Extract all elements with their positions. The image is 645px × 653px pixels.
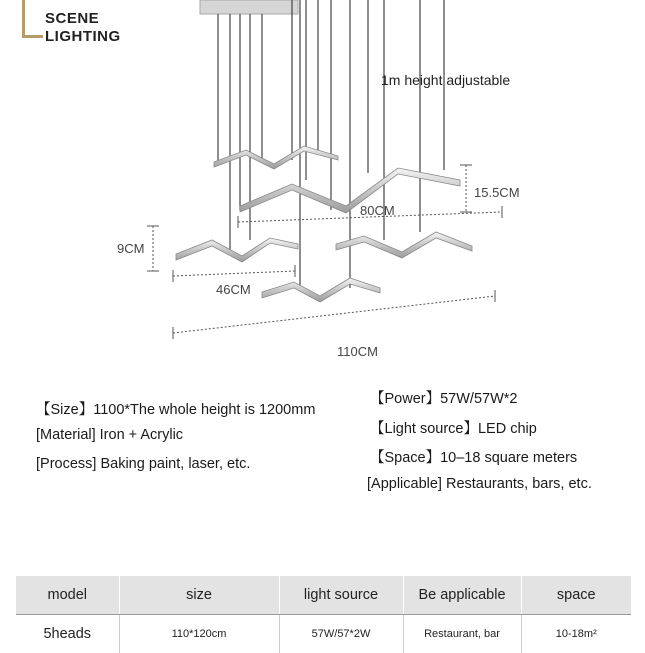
- table-row: [16, 615, 631, 653]
- spec-power: 【Power】57W/57W*2: [370, 387, 517, 408]
- header-applicable: Be applicable: [403, 576, 521, 615]
- light-band-5: [262, 278, 380, 302]
- dim-label-height-right: 15.5CM: [474, 185, 520, 200]
- ceiling-canopy: [200, 0, 298, 14]
- logo-line-1: SCENE: [45, 10, 121, 28]
- cell-model: 5heads: [16, 615, 119, 653]
- dim-line-width-total: [173, 296, 495, 333]
- spec-light-source: 【Light source】LED chip: [370, 417, 537, 438]
- spec-process: [Process] Baking paint, laser, etc.: [36, 456, 250, 472]
- header-model: model: [16, 576, 119, 615]
- dim-line-width-small: [173, 271, 295, 276]
- header-space: space: [521, 576, 631, 615]
- cell-space: 10-18m²: [521, 615, 631, 653]
- dim-label-width-small: 46CM: [216, 282, 251, 297]
- spec-applicable: [Applicable] Restaurants, bars, etc.: [367, 476, 592, 492]
- height-adjustable-note: 1m height adjustable: [381, 72, 510, 88]
- cell-size: 110*120cm: [119, 615, 279, 653]
- header-size: size: [119, 576, 279, 615]
- logo-line-2: LIGHTING: [45, 28, 121, 46]
- dim-label-width-large: 80CM: [360, 203, 395, 218]
- cell-applicable: Restaurant, bar: [403, 615, 521, 653]
- spec-size: 【Size】1100*The whole height is 1200mm: [36, 398, 315, 419]
- dim-label-height-left: 9CM: [117, 241, 144, 256]
- spec-table: [16, 576, 631, 653]
- spec-material: [Material] Iron + Acrylic: [36, 427, 183, 443]
- table-header-row: [16, 576, 631, 615]
- header-light-source: light source: [279, 576, 403, 615]
- light-band-1: [214, 146, 338, 169]
- spec-space: 【Space】10–18 square meters: [370, 446, 577, 467]
- dim-label-width-total: 110CM: [337, 344, 378, 359]
- light-band-3: [176, 238, 298, 262]
- cell-light-source: 57W/57*2W: [279, 615, 403, 653]
- light-band-4: [336, 232, 472, 258]
